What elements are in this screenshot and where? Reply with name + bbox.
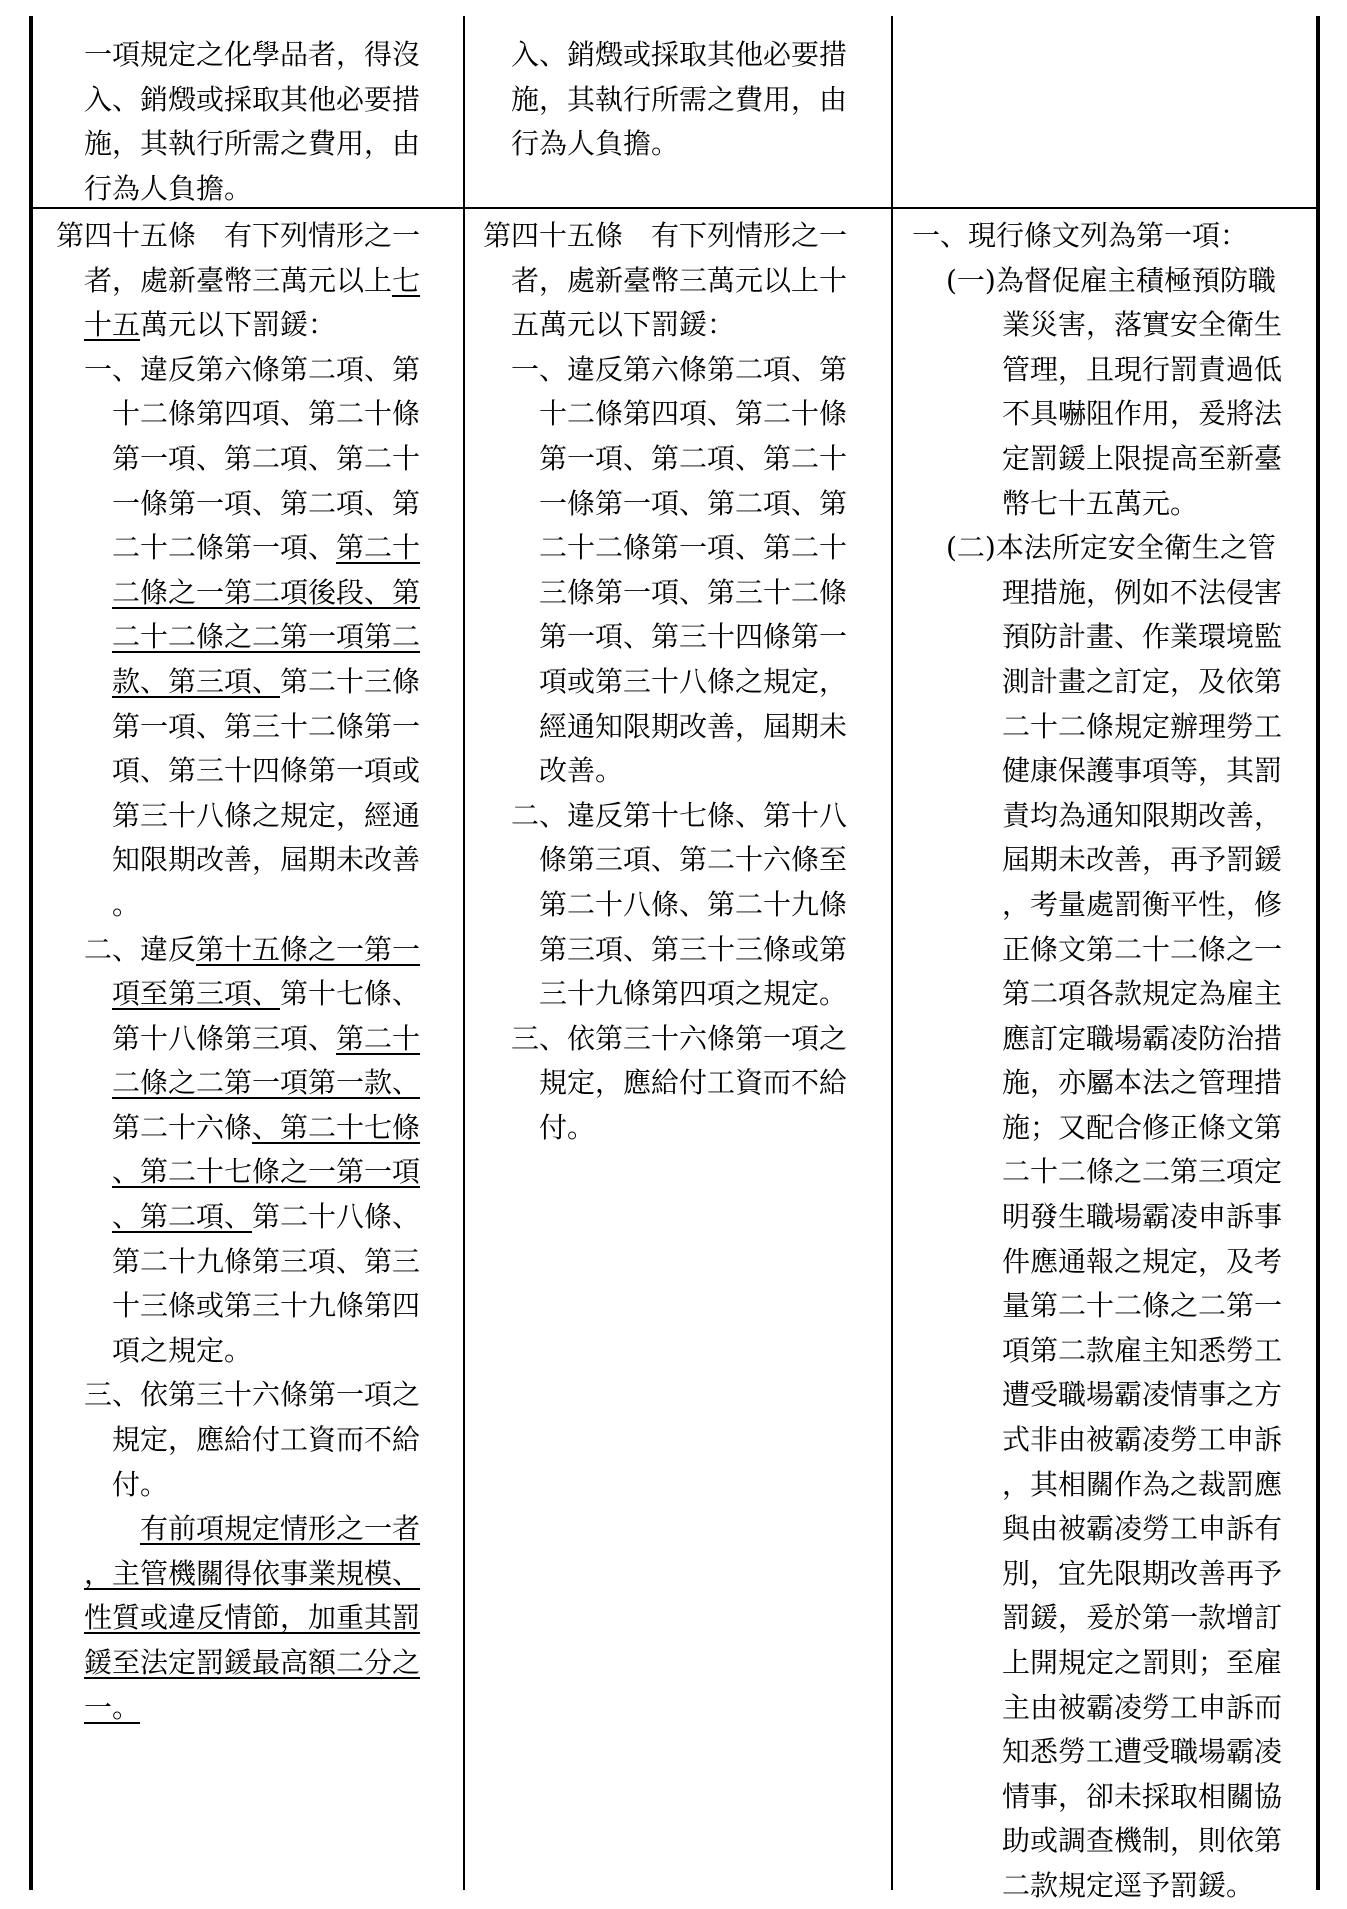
- text-line: 二十二條之二第三項定: [1002, 1155, 1283, 1189]
- text-line: 不具嚇阻作用，爰將法: [1002, 397, 1283, 431]
- text-line: 遭受職場霸凌情事之方: [1002, 1378, 1283, 1412]
- table-border-right: [1316, 16, 1320, 1890]
- text-line: 鍰至法定罰鍰最高額二分之: [84, 1646, 421, 1679]
- text-line: 式非由被霸凌勞工申訴: [1002, 1423, 1283, 1457]
- text-line: 量第二十二條之二第一: [1002, 1289, 1283, 1323]
- text-line: 第一項、第二項、第二十: [112, 441, 421, 475]
- text-line: 一、違反第六條第二項、第: [84, 352, 421, 386]
- text-line: 者，處新臺幣三萬元以上十: [511, 263, 848, 297]
- text-line: 知限期改善，屆期未改善: [112, 843, 421, 877]
- text-line: 一。: [84, 1690, 141, 1724]
- text-line: 與由被霸凌勞工申訴有: [1002, 1512, 1283, 1546]
- text-line: 項第二款雇主知悉勞工: [1002, 1333, 1283, 1367]
- explanation-text: [912, 214, 1282, 1909]
- text-line: 三、依第三十六條第一項之: [84, 1378, 421, 1412]
- text-line: 定罰鍰上限提高至新臺: [1002, 441, 1283, 475]
- text-line: 條第三項、第二十六條至: [539, 843, 848, 877]
- text-line: ，其相關作為之裁罰應: [1002, 1467, 1283, 1501]
- text-line: 一條第一項、第二項、第: [539, 486, 848, 520]
- text-line: 五萬元以下罰鍰：: [511, 308, 736, 342]
- text-line: 第二十六條、第二十七條: [112, 1110, 421, 1144]
- column-divider-2: [891, 16, 893, 1890]
- text-line: 項至第三項、第十七條、: [112, 977, 421, 1011]
- text-line: 。: [112, 887, 141, 921]
- text-line: 、第二項、第二十八條、: [112, 1200, 421, 1234]
- text-line: 情事，卻未採取相關協: [1002, 1779, 1283, 1813]
- text-line: 第一項、第三十四條第一: [539, 620, 848, 654]
- text-line: 第四十五條 有下列情形之一: [483, 219, 848, 252]
- text-line: 測計畫之訂定，及依第: [1002, 664, 1283, 698]
- top-row-amended-cell: [84, 33, 420, 211]
- text-line: 一項規定之化學品者，得沒: [84, 38, 421, 71]
- text-line: 第十八條第三項、第二十: [112, 1021, 421, 1055]
- text-line: 十二條第四項、第二十條: [539, 397, 848, 431]
- text-line: 業災害，落實安全衛生: [1002, 308, 1283, 342]
- text-line: 第二十八條、第二十九條: [539, 887, 848, 921]
- text-line: 項或第三十八條之規定，: [539, 664, 848, 698]
- text-line: 第一項、第三十二條第一: [112, 709, 421, 743]
- text-line: 施，亦屬本法之管理措: [1002, 1066, 1283, 1100]
- text-line: 施，其執行所需之費用，由: [84, 127, 421, 161]
- text-line: 付。: [539, 1110, 596, 1144]
- text-line: 款、第三項、第二十三條: [112, 664, 421, 698]
- text-line: 二十二條第一項、第二十: [539, 531, 848, 565]
- text-line: ，主管機關得依事業規模、: [84, 1556, 421, 1590]
- text-line: 應訂定職場霸凌防治措: [1002, 1021, 1283, 1055]
- text-line: 二、違反第十七條、第十八: [511, 798, 848, 832]
- current-article-text: [483, 214, 847, 1150]
- text-line: 行為人負擔。: [511, 127, 680, 161]
- text-line: 第三十八條之規定，經通: [112, 798, 421, 832]
- text-line: 經通知限期改善，屆期未: [539, 709, 848, 743]
- text-line: 性質或違反情節，加重其罰: [84, 1601, 421, 1635]
- text-line: 規定，應給付工資而不給: [539, 1066, 848, 1100]
- text-line: 入、銷燬或採取其他必要措: [84, 82, 421, 116]
- amended-article-text: [56, 214, 420, 1730]
- text-line: 入、銷燬或採取其他必要措: [511, 38, 848, 71]
- text-line: (二)本法所定安全衛生之管: [946, 531, 1276, 565]
- text-line: 知悉勞工遭受職場霸凌: [1002, 1735, 1283, 1769]
- text-line: 二十二條第一項、第二十: [112, 531, 421, 565]
- text-line: 行為人負擔。: [84, 171, 253, 205]
- text-line: 項、第三十四條第一項或: [112, 754, 421, 788]
- text-line: 第三項、第三十三條或第: [539, 932, 848, 966]
- text-line: (一)為督促雇主積極預防職: [946, 263, 1276, 297]
- text-line: 一條第一項、第二項、第: [112, 486, 421, 520]
- text-line: 一、現行條文列為第一項：: [912, 219, 1249, 252]
- text-line: 第二項各款規定為雇主: [1002, 977, 1283, 1011]
- text-line: 件應通報之規定，及考: [1002, 1244, 1283, 1278]
- text-line: 屆期未改善，再予罰鍰: [1002, 843, 1283, 877]
- text-line: 責均為通知限期改善，: [1002, 798, 1283, 832]
- text-line: 有前項規定情形之一者: [140, 1512, 421, 1546]
- text-line: 二十二條之二第一項第二: [112, 620, 421, 654]
- text-line: 第四十五條 有下列情形之一: [56, 219, 421, 252]
- text-line: 者，處新臺幣三萬元以上七: [84, 263, 421, 297]
- text-line: 十五萬元以下罰鍰：: [84, 308, 337, 342]
- text-line: 三條第一項、第三十二條: [539, 575, 848, 609]
- text-line: 上開規定之罰則；至雇: [1002, 1646, 1283, 1679]
- table-border-left: [29, 16, 33, 1890]
- text-line: ，考量處罰衡平性，修: [1002, 887, 1283, 921]
- text-line: 助或調查機制，則依第: [1002, 1824, 1283, 1858]
- text-line: 二條之一第二項後段、第: [112, 575, 421, 609]
- text-line: 項之規定。: [112, 1333, 253, 1367]
- text-line: 正條文第二十二條之一: [1002, 932, 1283, 966]
- text-line: 改善。: [539, 754, 624, 788]
- text-line: 罰鍰，爰於第一款增訂: [1002, 1601, 1283, 1635]
- text-line: 主由被霸凌勞工申訴而: [1002, 1690, 1283, 1724]
- text-line: 三、依第三十六條第一項之: [511, 1021, 848, 1055]
- text-line: 預防計畫、作業環境監: [1002, 620, 1283, 654]
- text-line: 三十九條第四項之規定。: [539, 977, 848, 1011]
- text-line: 、第二十七條之一第一項: [112, 1155, 421, 1189]
- text-line: 理措施，例如不法侵害: [1002, 575, 1283, 609]
- top-row-current-cell: [511, 33, 847, 167]
- text-line: 二、違反第十五條之一第一: [84, 932, 421, 966]
- text-line: 幣七十五萬元。: [1002, 486, 1199, 520]
- text-line: 二條之二第一項第一款、: [112, 1066, 421, 1100]
- text-line: 二款規定逕予罰鍰。: [1002, 1868, 1255, 1902]
- text-line: 健康保護事項等，其罰: [1002, 754, 1283, 788]
- text-line: 施；又配合修正條文第: [1002, 1110, 1283, 1144]
- text-line: 付。: [112, 1467, 169, 1501]
- text-line: 二十二條規定辦理勞工: [1002, 709, 1283, 743]
- column-divider-1: [463, 16, 465, 1890]
- text-line: 十三條或第三十九條第四: [112, 1289, 421, 1323]
- text-line: 第一項、第二項、第二十: [539, 441, 848, 475]
- text-line: 規定，應給付工資而不給: [112, 1423, 421, 1457]
- text-line: 管理，且現行罰責過低: [1002, 352, 1283, 386]
- text-line: 十二條第四項、第二十條: [112, 397, 421, 431]
- text-line: 別，宜先限期改善再予: [1002, 1556, 1283, 1590]
- text-line: 施，其執行所需之費用，由: [511, 82, 848, 116]
- text-line: 明發生職場霸凌申訴事: [1002, 1200, 1283, 1234]
- text-line: 第二十九條第三項、第三: [112, 1244, 421, 1278]
- text-line: 一、違反第六條第二項、第: [511, 352, 848, 386]
